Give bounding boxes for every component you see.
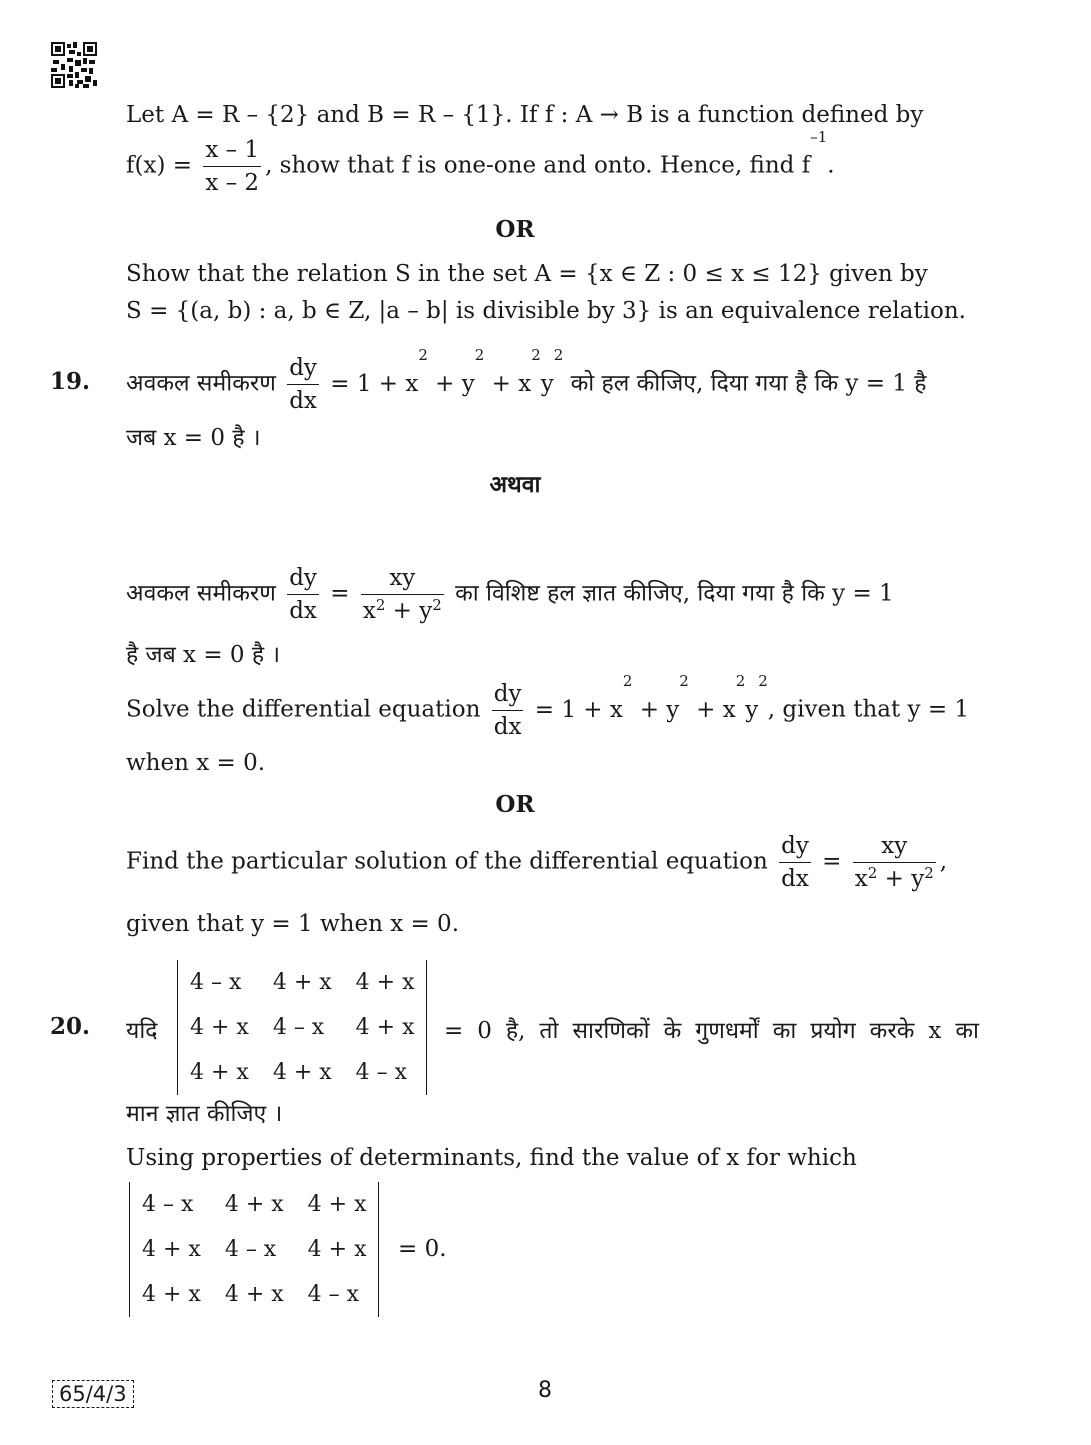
x2y2-denominator: [361, 595, 444, 627]
q19-english-prefix: Solve the differential equation: [126, 696, 481, 723]
q19-number: 19.: [50, 368, 91, 395]
determinant-cell: 4 + x: [142, 1282, 201, 1307]
square-sup: 2: [867, 864, 878, 882]
q18-alt-line1: [126, 261, 979, 287]
x2y2-denominator: [853, 863, 936, 895]
q18-inverse-superscript: –1: [810, 128, 828, 146]
paper-code: 65/4/3: [52, 1380, 134, 1408]
q19-hindi-or-heading: अथवा: [489, 471, 541, 498]
determinant-cell: 4 + x: [224, 1282, 284, 1307]
q19-english-line1: [126, 672, 970, 743]
den-part: + y: [385, 598, 433, 624]
den-part: x: [854, 866, 868, 892]
comma: ,: [939, 848, 948, 875]
q19-english-alt-prefix: Find the particular solution of the differential equation: [126, 848, 768, 875]
square-sup: 2: [553, 346, 564, 364]
determinant-table: [130, 1182, 378, 1317]
xy-numerator: xy: [853, 830, 936, 863]
q20-english-equals-zero: = 0.: [398, 1236, 447, 1262]
q18-fraction: [203, 134, 261, 199]
determinant-cell: 4 + x: [224, 1192, 284, 1217]
q20-number: 20.: [50, 1013, 91, 1040]
q19-alt-dydx-fraction: [287, 562, 319, 627]
determinant-cell: 4 + x: [142, 1237, 201, 1262]
dy-numerator: dy: [287, 562, 319, 595]
dy-numerator: dy: [779, 830, 811, 863]
determinant-table: [178, 960, 426, 1095]
rhs-part: + y: [632, 696, 680, 723]
square-sup: 2: [531, 346, 541, 364]
determinant-row: [130, 1272, 378, 1317]
q19-en-rhs: [534, 672, 768, 723]
equals-sign: =: [330, 580, 350, 607]
determinant-cell: 4 + x: [272, 970, 332, 995]
square-sup: 2: [432, 596, 442, 614]
q19-english-alt-line2: given that y = 1 when x = 0.: [126, 911, 460, 937]
determinant-cell: 4 – x: [224, 1237, 277, 1262]
q19-hindi-alt-suffix: का विशिष्ट हल ज्ञात कीजिए, दिया गया है कि y = 1: [455, 580, 894, 607]
q18-fx-label: f(x) =: [126, 152, 193, 179]
q18-line1: [126, 102, 979, 128]
q18-alt-line1-text: Show that the relation S in the set A = {x ∈ Z : 0 ≤ x ≤ 12} given by: [126, 261, 928, 287]
determinant-cell: 4 – x: [142, 1192, 194, 1217]
square-sup: 2: [418, 346, 428, 364]
equals-sign: =: [822, 848, 842, 875]
rhs-part: y: [540, 370, 554, 397]
square-sup: 2: [735, 672, 746, 690]
dx-denominator: dx: [781, 866, 809, 892]
den-part: x: [362, 598, 376, 624]
determinant-cell: 4 + x: [307, 1237, 367, 1262]
q19-en-alt-dydx-fraction: [779, 830, 811, 895]
q18-or-heading: OR: [495, 216, 535, 243]
q20-hindi-prefix: यदि: [126, 1018, 158, 1044]
q18-line1-text: Let A = R – {2} and B = R – {1}. If f : A → B is a function defined by: [126, 102, 924, 128]
q19-en-alt-xy-fraction: [853, 830, 936, 895]
determinant-row: [178, 1050, 426, 1095]
q20-english-line1: Using properties of determinants, find the value of x for which: [126, 1145, 857, 1171]
determinant-row: [130, 1227, 378, 1272]
determinant-cell: 4 – x: [355, 1060, 408, 1085]
determinant-row: [178, 960, 426, 1005]
dy-numerator: dy: [492, 678, 524, 711]
rhs-part: + y: [427, 370, 475, 397]
rhs-part: + x: [484, 370, 532, 397]
rhs-part: y: [745, 696, 759, 723]
xy-numerator: xy: [361, 562, 444, 595]
q19-hindi-suffix: को हल कीजिए, दिया गया है कि y = 1 है: [570, 370, 927, 397]
q19-en-dydx-fraction: [492, 678, 524, 743]
rhs-part: = 1 + x: [330, 370, 419, 397]
dx-denominator: dx: [289, 598, 317, 624]
dx-denominator: dx: [289, 388, 317, 414]
q20-english-determinant: [129, 1182, 379, 1317]
q18-alt-line2: S = {(a, b) : a, b ∈ Z, |a – b| is divisible by 3} is an equivalence relation.: [126, 298, 966, 324]
q19-hindi-line2: जब x = 0 है ।: [126, 425, 261, 451]
q18-fraction-denominator: x – 2: [205, 170, 260, 196]
determinant-cell: 4 – x: [307, 1282, 360, 1307]
q18-period: .: [827, 152, 835, 179]
square-sup: 2: [679, 672, 689, 690]
q19-english-suffix: , given that y = 1: [767, 696, 970, 723]
determinant-cell: 4 + x: [190, 1060, 249, 1085]
q19-english-alt-line1: [126, 830, 947, 895]
q19-dydx-fraction: [287, 352, 319, 417]
q20-hindi-suffix: = 0 है, तो सारणिकों के गुणधर्मों का प्रयोग करके x का: [444, 1018, 979, 1044]
q18-line2: [126, 128, 835, 199]
q19-alt-xy-fraction: [361, 562, 444, 627]
q19-hindi-line1: [126, 346, 979, 417]
q19-hindi-alt-prefix: अवकल समीकरण: [126, 580, 276, 607]
q19-or-heading: OR: [495, 791, 535, 818]
page-number: 8: [538, 1378, 552, 1403]
qr-code: [51, 42, 97, 88]
determinant-cell: 4 + x: [190, 1015, 249, 1040]
determinant-cell: 4 + x: [307, 1192, 367, 1217]
determinant-row: [130, 1182, 378, 1227]
determinant-cell: 4 + x: [355, 970, 415, 995]
q19-rhs: [330, 346, 564, 397]
determinant-cell: 4 – x: [190, 970, 242, 995]
determinant-cell: 4 + x: [272, 1060, 332, 1085]
square-sup: 2: [375, 596, 386, 614]
determinant-cell: 4 – x: [272, 1015, 325, 1040]
square-sup: 2: [758, 672, 768, 690]
q20-hindi-line2: मान ज्ञात कीजिए ।: [126, 1101, 283, 1127]
dy-numerator: dy: [287, 352, 319, 385]
rhs-part: + x: [688, 696, 736, 723]
square-sup: 2: [924, 864, 934, 882]
rhs-part: = 1 + x: [534, 696, 623, 723]
q19-hindi-prefix: अवकल समीकरण: [126, 370, 276, 397]
q18-fraction-numerator: x – 1: [203, 134, 261, 167]
square-sup: 2: [474, 346, 485, 364]
square-sup: 2: [622, 672, 633, 690]
q20-hindi-determinant: [177, 960, 427, 1095]
dx-denominator: dx: [493, 714, 522, 740]
den-part: + y: [877, 866, 925, 892]
q19-english-line2: when x = 0.: [126, 750, 266, 776]
q19-hindi-alt-line1: [126, 562, 894, 627]
determinant-row: [178, 1005, 426, 1050]
determinant-cell: 4 + x: [355, 1015, 415, 1040]
q19-hindi-alt-line2: है जब x = 0 है ।: [126, 642, 281, 668]
q18-line2-text: , show that f is one-one and onto. Hence, find f: [265, 152, 811, 179]
